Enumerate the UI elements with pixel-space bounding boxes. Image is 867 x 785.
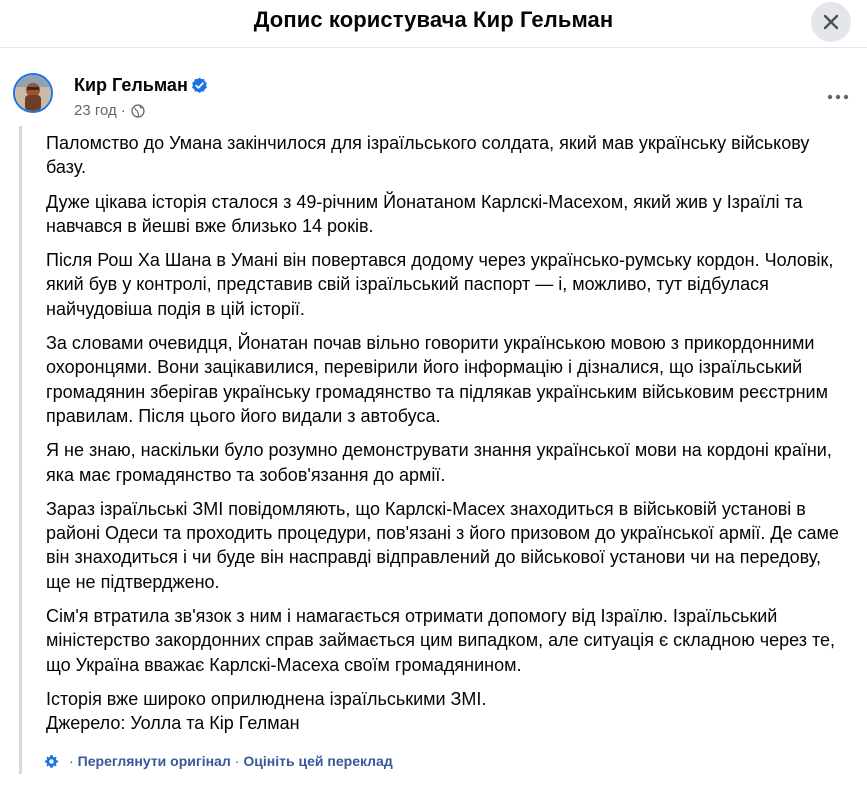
avatar[interactable] [13, 73, 53, 113]
gear-icon [44, 754, 59, 769]
post-header [0, 60, 867, 130]
translation-separator-1: · [69, 753, 74, 769]
globe-icon[interactable] [131, 104, 145, 118]
post-closing [46, 687, 846, 736]
close-icon [822, 13, 840, 31]
post-paragraph-3: Після Рош Ха Шана в Умані він повертався додому через українсько-румську кордон. Чоловік, який був у контролі, представив свій ізраїльський паспорт — і, можливо, тут відбулася найчудовіша подія в цій історії. [46, 250, 834, 319]
post-paragraph-6: Зараз ізраїльські ЗМІ повідомляють, що Карлскі-Масех знаходиться в військовій установі в районі Одеси та проходить процедури, пов'язані з його призовом до української армії. Де саме він знаходиться і чи буде він насправді відправлений до військової установи чи на передову, ще не підтверджено. [46, 498, 839, 592]
view-original-link[interactable]: Переглянути оригінал [77, 753, 231, 769]
meta-separator: · [120, 102, 126, 119]
more-options-icon [827, 94, 849, 100]
post-paragraph-1: Паломство до Умана закінчилося для ізраїльського солдата, який мав українську військову базу. [46, 133, 810, 178]
post-paragraph-2: Дуже цікава історія сталося з 49-річним Йонатаном Карлскі-Масехом, який жив у Ізраїлі та навчався в йешві вже близько 14 років. [46, 191, 803, 236]
post-body [19, 126, 839, 774]
translation-separator-2: · [234, 753, 240, 769]
avatar-image [15, 75, 51, 111]
dialog-header [0, 0, 867, 48]
post-source-line: Джерело: Уолла та Кір Гелман [46, 713, 300, 734]
more-options-button[interactable] [820, 82, 856, 112]
post-closing-line-1: Історія вже широко оприлюднена ізраїльськими ЗМІ. [46, 688, 487, 709]
post-meta [74, 102, 145, 119]
close-button[interactable] [811, 2, 851, 42]
post-paragraph-4: За словами очевидця, Йонатан почав вільно говорити українською мовою з прикордонними охоронцями. Вони зацікавилися, перевірили його інформацію і дізналися, що ізраїльський громадянин зберігав українську громадянство та підлякав українським військовим реєстрним правилам. Після цього його видали з автобуса. [46, 333, 828, 426]
translation-bar [44, 751, 393, 771]
post-time[interactable]: 23 год [74, 102, 117, 119]
post-paragraph-7: Сім'я втратила зв'язок з ним і намагається отримати допомогу від Ізраїлю. Ізраїльський міністерство закордонних справ займається цим випадком, але ситуація є складною через те, що Україна вважає Карлскі-Масеха своїм громадянином. [46, 606, 836, 675]
dialog-title: Допис користувача Кир Гельман [253, 7, 614, 32]
rate-translation-link[interactable]: Оцініть цей переклад [243, 753, 393, 769]
author-name[interactable]: Кир Гельман [74, 75, 188, 95]
verified-badge-icon [191, 77, 208, 94]
post-paragraph-5: Я не знаю, наскільки було розумно демонструвати знання української мови на кордоні країни, яка має громадянство та зобов'язання до армії. [46, 440, 832, 485]
